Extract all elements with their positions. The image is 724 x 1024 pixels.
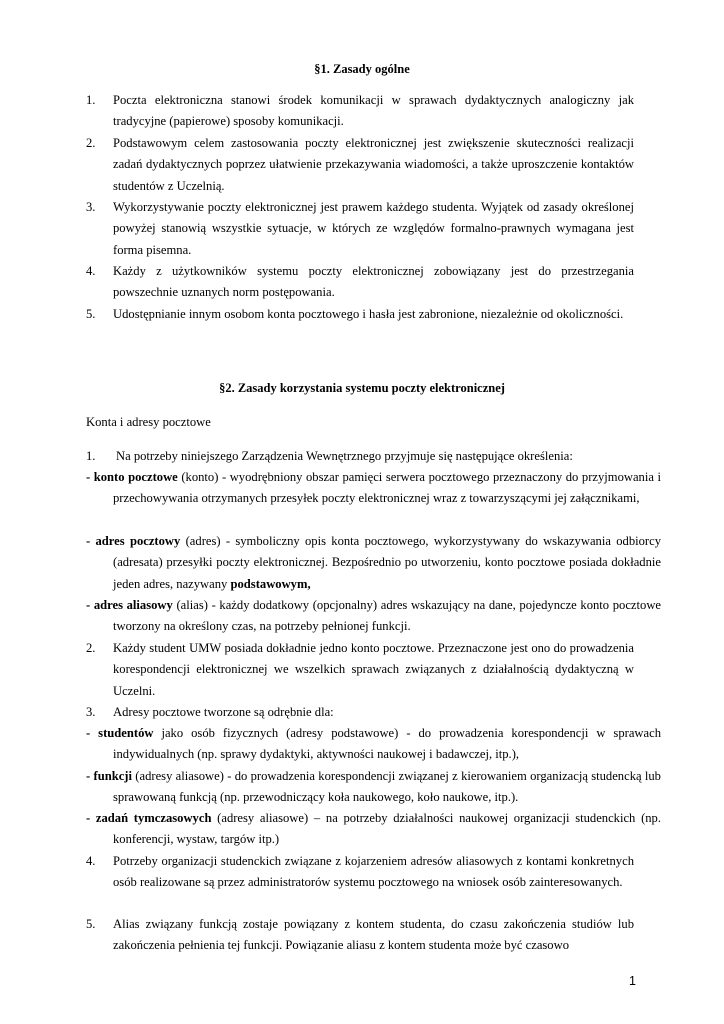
definition-item [86, 467, 661, 510]
list-item [86, 851, 634, 915]
address-type-item [86, 723, 661, 766]
definition-item [86, 531, 661, 595]
address-type-term: - studentów [86, 726, 154, 740]
address-type-term: - zadań tymczasowych [86, 811, 212, 825]
list-item [86, 446, 634, 468]
item-number: 5. [86, 307, 96, 321]
definition-term: - adres aliasowy [86, 598, 173, 612]
address-type-term: - funkcji [86, 769, 132, 783]
item-number: 5. [86, 917, 96, 931]
list-item [86, 304, 634, 347]
item-number: 4. [86, 264, 96, 278]
item-number: 2. [86, 641, 96, 655]
item-number: 4. [86, 854, 96, 868]
definition-text: (alias) - każdy dodatkowy (opcjonalny) adres wskazujący na dane, pojedyncze konto pocztowe tworzony na określony czas, na potrzeby pełnionej funkcji. [113, 598, 662, 634]
item-text: Udostępnianie innym osobom konta pocztowego i hasła jest zabronione, niezależnie od okoliczności. [113, 307, 624, 321]
definition-text: (adres) - symboliczny opis konta pocztowego, wykorzystywany do wskazywania odbiorcy (adresata) przesyłki poczty elektronicznej. Bezpośrednio po utworzeniu, konto pocztowe posiada dokładnie jeden adres, nazywany [113, 534, 661, 591]
section1-title: §1. Zasady ogólne [314, 62, 410, 76]
section2-title: §2. Zasady korzystania systemu poczty elektronicznej [219, 381, 505, 395]
list-item [86, 197, 634, 261]
list-item [86, 90, 634, 133]
item-text: Każdy student UMW posiada dokładnie jedno konto pocztowe. Przeznaczone jest ono do prowadzenia korespondencji elektronicznej we wszelkich sprawach związanych z działalnością dydaktyczną w Uczelni. [113, 641, 634, 698]
item-text: Każdy z użytkowników systemu poczty elektronicznej zobowiązany jest do przestrzegania powszechnie uznanych norm postępowania. [113, 264, 634, 300]
item-number: 1. [86, 93, 96, 107]
list-item [86, 914, 634, 957]
item-text: Na potrzeby niniejszego Zarządzenia Wewnętrznego przyjmuje się następujące określenia: [116, 449, 573, 463]
item-number: 2. [86, 136, 96, 150]
address-type-text: (adresy aliasowe) - do prowadzenia korespondencji związanej z kierowaniem organizacją studencką lub sprawowaną funkcją (np. przewodniczący koła naukowego, koło naukowe, itp.). [113, 769, 661, 805]
item-text: Poczta elektroniczna stanowi środek komunikacji w sprawach dydaktycznych analogiczny jak tradycyjne (papierowe) sposoby komunikacji. [113, 93, 634, 129]
item-text: Potrzeby organizacji studenckich związane z kojarzeniem adresów aliasowych z kontami konkretnych osób realizowane są przez administratorów systemu pocztowego na wniosek osób zainteresowanych. [113, 854, 634, 890]
address-type-text: (adresy aliasowe) – na potrzeby działalności naukowej organizacji studenckich (np. konferencji, wystaw, targów itp.) [113, 811, 662, 847]
subsection-title: Konta i adresy pocztowe [86, 415, 211, 429]
item-number: 3. [86, 705, 96, 719]
definition-emphasis: podstawowym, [230, 576, 311, 591]
item-number: 1. [86, 449, 96, 463]
definition-term: - konto pocztowe [86, 470, 178, 484]
item-text: Alias związany funkcją zostaje powiązany z kontem studenta, do czasu zakończenia studiów lub zakończenia pełnienia tej funkcji. Powiązanie aliasu z kontem studenta może być czasowo [113, 917, 634, 953]
address-type-item [86, 766, 661, 809]
item-text: Podstawowym celem zastosowania poczty elektronicznej jest zwiększenie skuteczności realizacji zadań dydaktycznych poprzez ułatwienie przekazywania wiadomości, a także uproszczenie kontaktów studentów z Uczelnią. [113, 136, 634, 193]
definition-item [86, 595, 661, 638]
item-text: Wykorzystywanie poczty elektronicznej jest prawem każdego studenta. Wyjątek od zasady określonej powyżej stanowią wszystkie sytuacje, w których ze względów formalno-prawnych wymagana jest forma pisemna. [113, 200, 634, 257]
definition-term: - adres pocztowy [86, 534, 181, 548]
item-text: Adresy pocztowe tworzone są odrębnie dla: [113, 705, 334, 719]
address-type-text: jako osób fizycznych (adresy podstawowe) - do prowadzenia korespondencji w sprawach indywidualnych (np. sprawy dydaktyki, aktywności naukowej i badawczej, itp.), [113, 726, 661, 762]
page-number: 1 [629, 974, 636, 988]
list-item [86, 638, 634, 702]
list-item [86, 133, 634, 197]
item-number: 3. [86, 200, 96, 214]
address-type-item [86, 808, 661, 851]
definition-text: (konto) - wyodrębniony obszar pamięci serwera pocztowego przeznaczony do przyjmowania i przechowywania otrzymanych przesyłek poczty elektronicznej wraz z towarzyszącymi jej załącznikami, [113, 470, 661, 506]
list-item [86, 702, 634, 724]
list-item [86, 261, 634, 304]
